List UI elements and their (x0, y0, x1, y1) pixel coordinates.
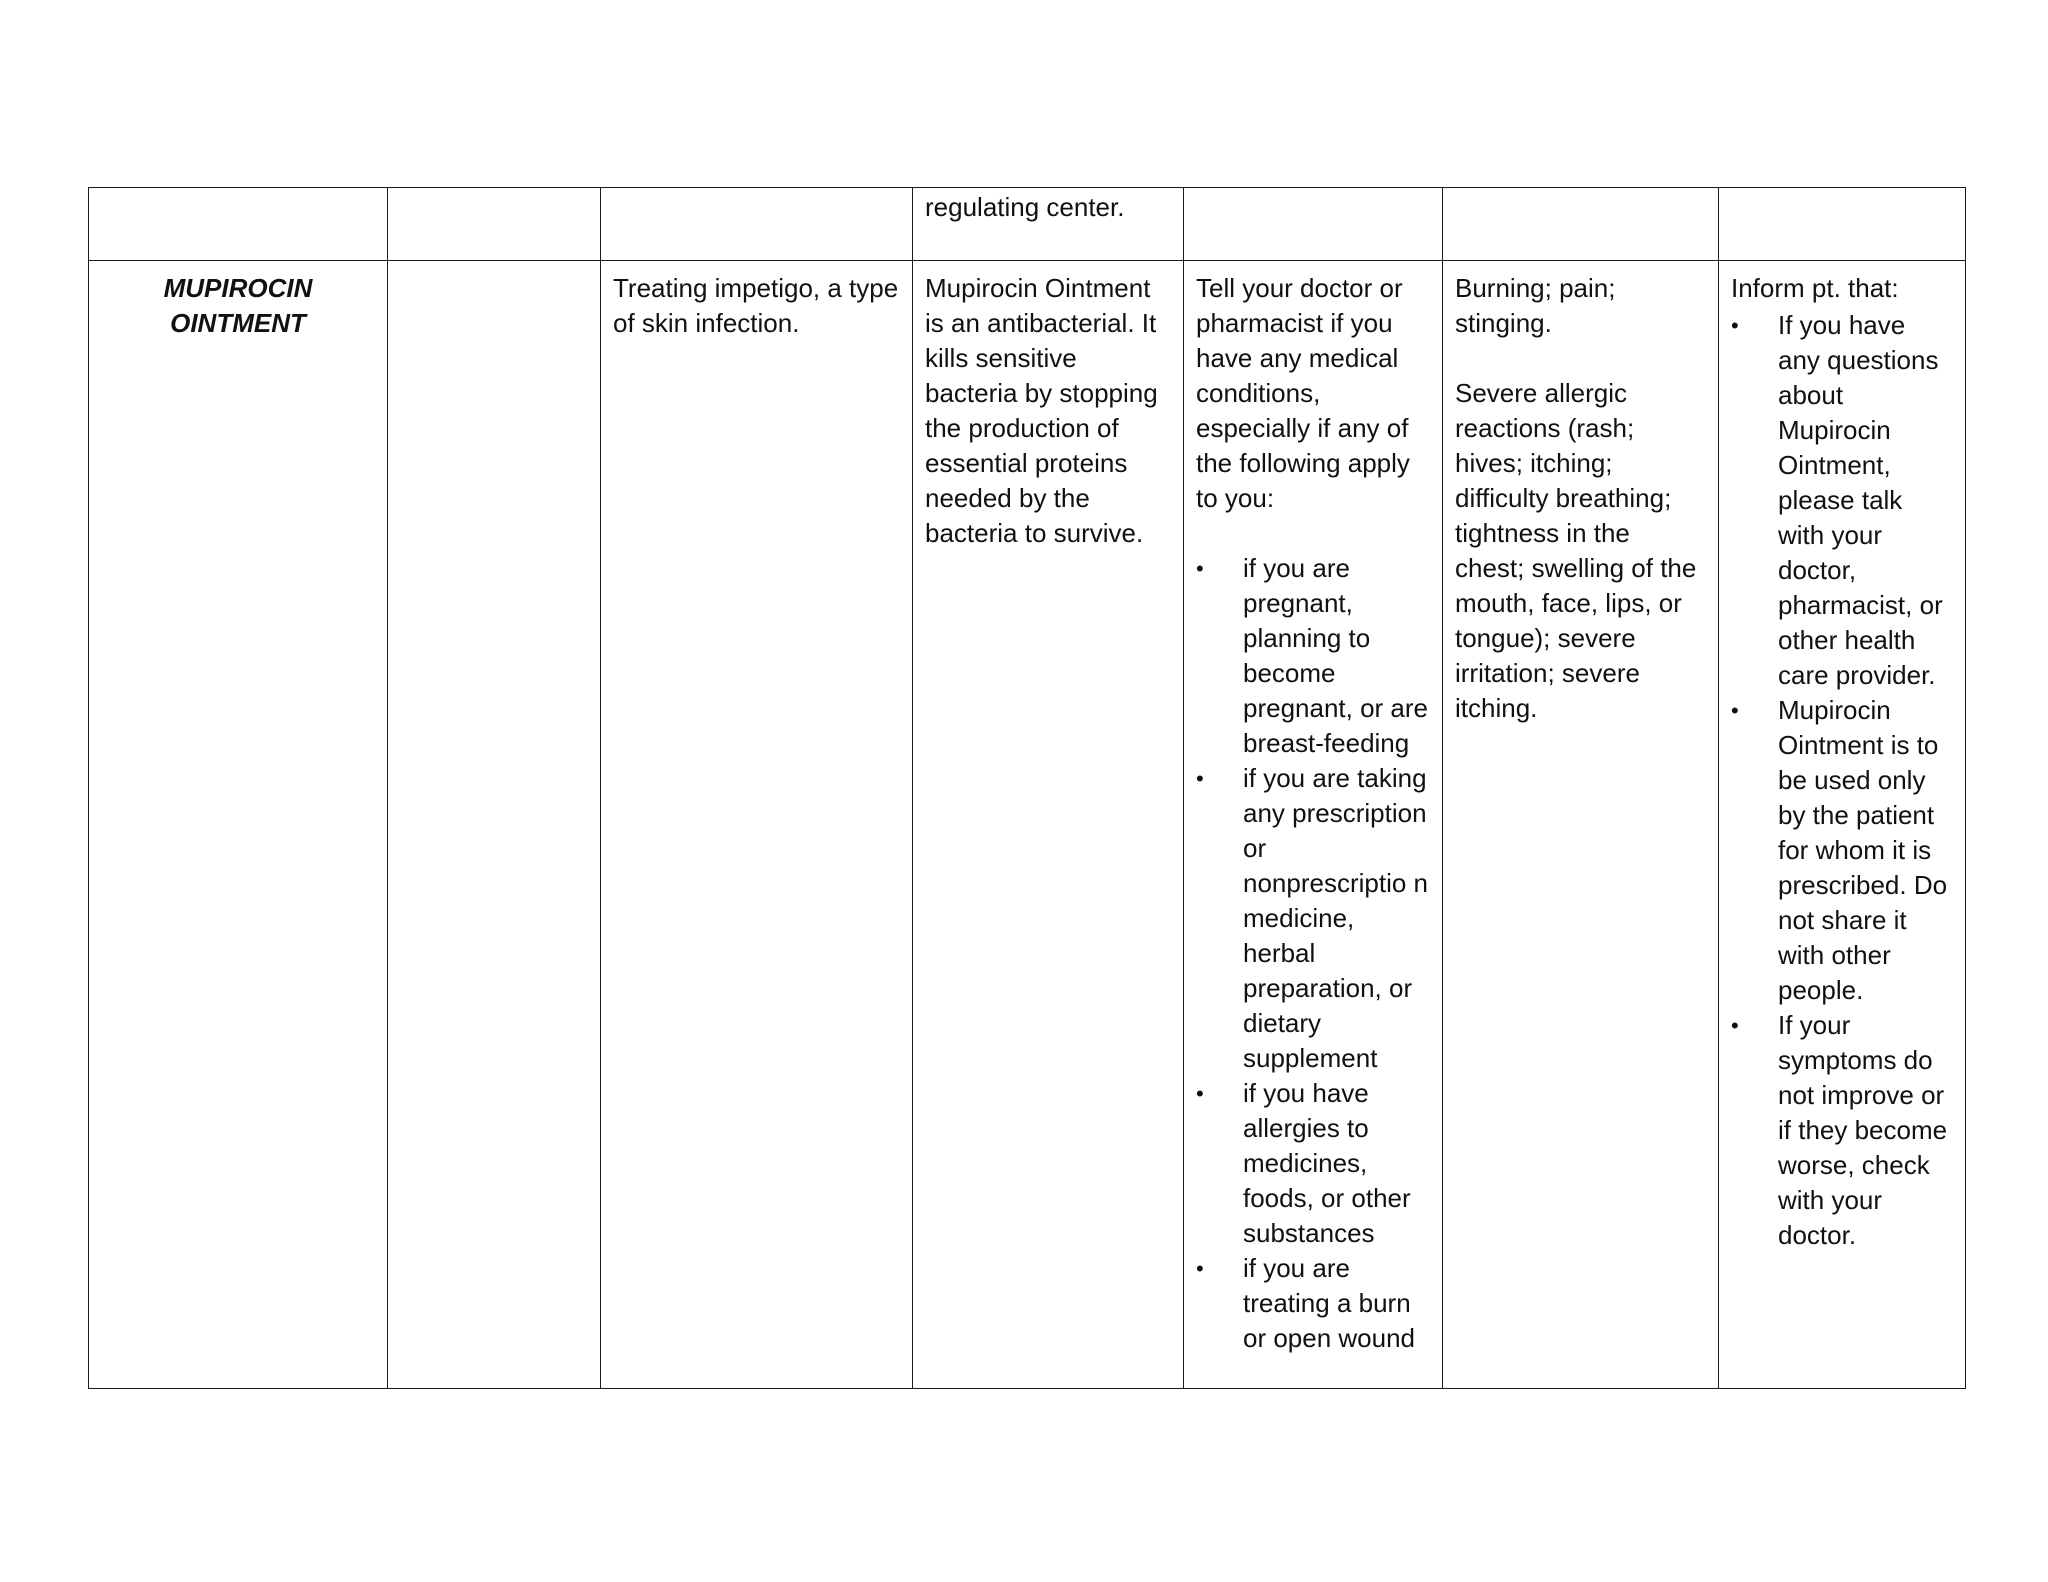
list-item (1196, 551, 1430, 761)
side-effects-common: Burning; pain; stinging. (1455, 273, 1616, 338)
list-item (1731, 1008, 1953, 1253)
table-row-continued (89, 188, 1966, 261)
list-item (1731, 308, 1953, 693)
list-item-text: if you have allergies to medicines, foods, or other substances (1243, 1078, 1411, 1248)
nursing-intro: Inform pt. that: (1731, 273, 1899, 303)
bullet-icon: • (1731, 1013, 1739, 1038)
bullet-icon: • (1731, 698, 1739, 723)
cell-contraindications (1184, 188, 1443, 261)
drug-name: MUPIROCIN OINTMENT (163, 273, 313, 338)
list-item-text: if you are treating a burn or open wound (1243, 1253, 1416, 1353)
indication-text: Treating impetigo, a type of skin infection. (613, 273, 899, 338)
list-item-text: If your symptoms do not improve or if they become worse, check with your doctor. (1778, 1010, 1948, 1250)
cell-drug-name (89, 261, 388, 1389)
table-row-mupirocin (89, 261, 1966, 1389)
paragraph-spacer (1196, 516, 1430, 551)
bullet-icon: • (1196, 556, 1204, 581)
list-item-text: if you are taking any prescription or nonprescriptio n medicine, herbal preparation, or dietary supplement (1243, 763, 1428, 1073)
list-item-text: Mupirocin Ointment is to be used only by the patient for whom it is prescribed. Do not share it with other people. (1778, 695, 1948, 1005)
list-item (1731, 693, 1953, 1008)
cell-blank (388, 188, 601, 261)
cell-indication (601, 261, 913, 1389)
list-item (1196, 761, 1430, 1076)
side-effects-severe: Severe allergic reactions (rash; hives; itching; difficulty breathing; tightness in the chest; swelling of the mouth, face, lips, or tongue); severe irritation; severe itching. (1455, 378, 1697, 723)
bullet-icon: • (1196, 1256, 1204, 1281)
drug-information-table (88, 187, 1966, 1389)
list-item-text: if you are pregnant, planning to become pregnant, or are breast-feeding (1243, 553, 1429, 758)
cell-contraindications (1184, 261, 1443, 1389)
cell-indication (601, 188, 913, 261)
cell-side-effects (1443, 188, 1719, 261)
cell-drug-name (89, 188, 388, 261)
cell-nursing (1719, 188, 1966, 261)
action-text: Mupirocin Ointment is an antibacterial. It kills sensitive bacteria by stopping the production of essential proteins needed by the bacteria to survive. (925, 273, 1158, 548)
cell-nursing (1719, 261, 1966, 1389)
bullet-icon: • (1196, 1081, 1204, 1106)
contraindications-intro: Tell your doctor or pharmacist if you have any medical conditions, especially if any of the following apply to you: (1196, 273, 1410, 513)
cell-blank (388, 261, 601, 1389)
list-item (1196, 1076, 1430, 1251)
cell-side-effects (1443, 261, 1719, 1389)
paragraph-spacer (1455, 341, 1706, 376)
list-item-text: If you have any questions about Mupirocin Ointment, please talk with your doctor, pharmacist, or other health care provider. (1778, 310, 1943, 690)
cell-action: regulating center. (913, 188, 1184, 261)
nursing-list (1731, 308, 1953, 1253)
list-item (1196, 1251, 1430, 1356)
cell-action (913, 261, 1184, 1389)
bullet-icon: • (1731, 313, 1739, 338)
contraindications-list (1196, 551, 1430, 1356)
bullet-icon: • (1196, 766, 1204, 791)
